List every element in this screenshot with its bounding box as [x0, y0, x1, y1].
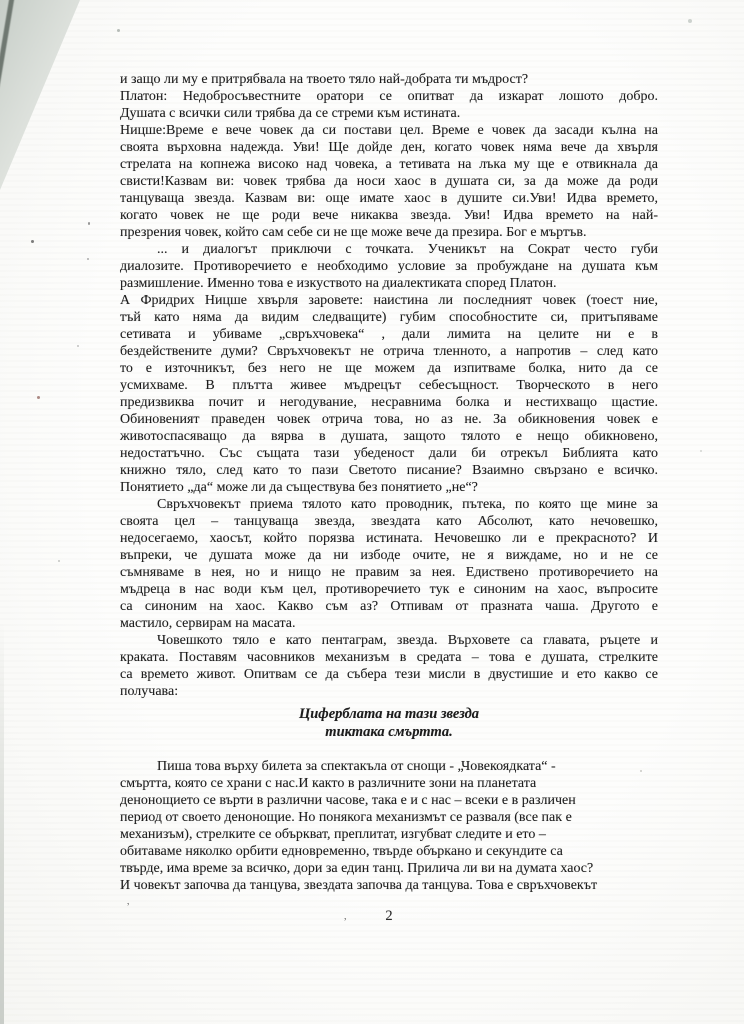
text-line: са синоним на хаос. Какво съм аз? Отпивам от празната чаша. Другото е	[120, 599, 658, 614]
text-line: мастило, сервирам на масата.	[120, 616, 296, 631]
scan-ink-mark: ,	[344, 911, 347, 922]
text-line: сетивата и убиваме „свръхчовека“ , дали лимита на целите ни е в	[120, 327, 658, 342]
text-line: диалозите. Противоречието е необходимо условие за пробуждане на душата към	[120, 259, 658, 274]
main-text-block	[120, 71, 658, 700]
text-line: мъдреца в нас води към цел, противоречието тук е синоним на хаос, въпросите	[120, 582, 658, 597]
text-line: Ницше:Време е вече човек да си постави цел. Време е човек да засади кълна на	[120, 123, 658, 138]
text-line: своята цел – танцуваща звезда, звездата като Абсолют, като нечовешко,	[120, 514, 658, 529]
scan-speckle	[58, 560, 60, 562]
text-line: краката. Поставям часовников механизъм в средата – това е душата, стрелките	[120, 650, 658, 665]
poem-couplet	[120, 706, 658, 741]
text-line: усмихваме. В плътта живее мъдрецът себесъщност. Творческото в него	[120, 378, 658, 393]
text-line: твърде, има време за всичко, дори за един танц. Прилича ли ви на думата хаос?	[120, 861, 594, 876]
text-line: животоспасяващо да вярва в душата, защото тялото е нещо обикновено,	[120, 429, 658, 444]
text-line: Пиша това върху билета за спектакъла от снощи - „Човекоядката“ -	[157, 759, 556, 774]
page-number: 2	[385, 908, 393, 924]
text-line: презрения човек, който сам себе си не ще може вече да презира. Бог е мъртъв.	[120, 225, 587, 240]
text-line: А Фридрих Ницше хвърля заровете: наистина ли последният човек (тоест ние,	[120, 293, 658, 308]
scan-speckle	[37, 396, 40, 399]
text-line: Обиновеният праведен човек отрича това, но аз не. За обикновения човек е	[120, 412, 658, 427]
text-line: Понятието „да“ може ли да съществува без понятието „не“?	[120, 480, 478, 495]
text-line: бездействените думи? Свръхчовекът не отрича тленното, а напротив – след като	[120, 344, 658, 359]
text-line: Платон: Недобросъвестните оратори се опитват да изкарат лошото добро.	[120, 89, 658, 104]
text-line: са времето живот. Опитвам се да събера тези мисли в двустишие и ето какво се	[120, 667, 658, 682]
text-line: обитаваме няколко орбити едновременно, твърде объркано и секундите са	[120, 844, 563, 859]
bottom-text-block	[120, 758, 658, 894]
scan-speckle	[88, 222, 90, 225]
text-line: книжно тяло, след като то пази Светото писание? Взаимно свързано е всичко.	[120, 463, 658, 478]
scan-speckle	[688, 19, 692, 23]
text-line: период от своето денонощие. Но понякога механизмът се разваля (все пак е	[120, 810, 572, 825]
text-line: своята върховна надежда. Уви! Ще дойде ден, когато човек няма вече да хвърля	[120, 140, 658, 155]
text-line: и защо ли му е притрябвала на твоето тяло най-добрата ти мъдрост?	[120, 72, 529, 87]
scan-left-edge-shadow	[0, 620, 4, 1024]
text-line: механизъм), стрелките се объркват, преплитат, изгубват следите и ето –	[120, 827, 546, 842]
scan-speckle	[117, 29, 120, 32]
text-line: тъй като няма да видим следващите) губим способностите си, притъпяваме	[120, 310, 658, 325]
text-line: въпреки, че душата може да ни избоде очите, не я виждаме, но и не се	[120, 548, 658, 563]
text-line: размишление. Именно това е изкуството на диалектиката според Платон.	[120, 276, 557, 291]
text-line: Душата с всички сили трябва да се стреми към истината.	[120, 106, 461, 121]
text-line: недосегаемо, хаосът, който порязва истината. Нечовешко ли е прекрасното? И	[120, 531, 658, 546]
text-line: предизвиква почит и негодувание, несравнима болка и нестихващо щастие.	[120, 395, 658, 410]
scan-speckle	[700, 450, 702, 452]
scan-corner-shadow	[0, 0, 90, 200]
text-line: денонощието се върти в различни часове, така е и с нас – всеки е в различен	[120, 793, 576, 808]
text-line: Свръхчовекът приема тялото като проводник, пътека, по която ще мине за	[157, 497, 658, 512]
scan-speckle	[77, 345, 79, 347]
text-line: И човекът започва да танцува, звездата започва да танцува. Това е свръхчовекът	[120, 878, 598, 893]
text-line: то е източникът, без него не ще можем да изпитваме болка, нито да се	[120, 361, 658, 376]
scan-speckle	[31, 240, 34, 243]
poem-line-2: тиктака смъртта.	[325, 723, 453, 740]
text-line: ... и диалогът приключи с точката. Ученикът на Сократ често губи	[157, 242, 658, 257]
text-line: танцуваща звезда. Казвам ви: още имате хаос в душите си.Уви! Идва времето,	[120, 191, 658, 206]
scan-ink-mark: ‚	[125, 895, 131, 908]
text-line: получава:	[120, 684, 179, 699]
scan-speckle	[87, 258, 89, 260]
text-line: свисти!Казвам ви: човек трябва да носи хаос в душата си, за да може да роди	[120, 174, 658, 189]
text-line: Човешкото тяло е като пентаграм, звезда. Върховете са главата, ръцете и	[157, 633, 658, 648]
poem-line-1: Циферблата на тази звезда	[298, 706, 480, 722]
text-line: стрелата на копнежа високо над човека, а тетивата на лъка му ще е отвикнала да	[120, 157, 658, 172]
text-line: смъртта, която се храни с нас.И както в различните зони на планетата	[120, 776, 537, 791]
text-line: недостатъчно. Със същата тази убеденост дали би отрекъл Библията като	[120, 446, 658, 461]
text-line: когато човек не ще роди вече никаква звезда. Уви! Идва времето на най-	[120, 208, 658, 223]
text-line: съмняваме в нея, но и нищо не правим за нея. Едиствено противоречието на	[120, 565, 658, 580]
